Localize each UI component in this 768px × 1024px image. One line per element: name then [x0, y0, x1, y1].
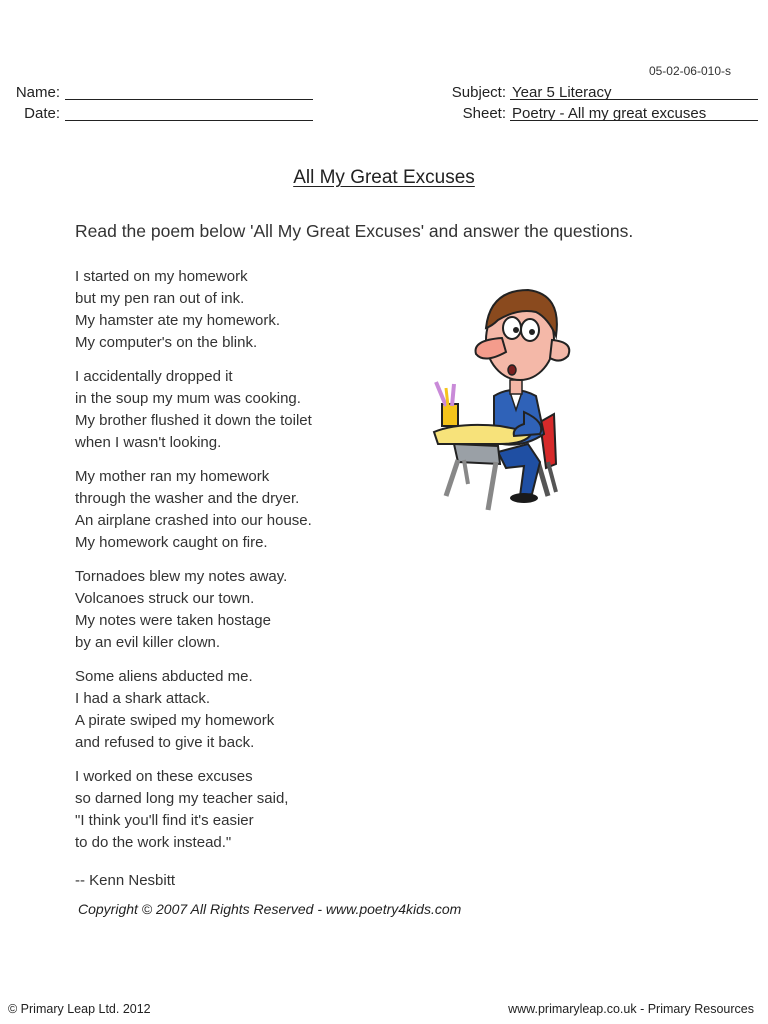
subject-underline	[510, 99, 758, 100]
poem-line: My notes were taken hostage	[75, 612, 271, 629]
date-field[interactable]	[65, 120, 313, 121]
stanza-4	[75, 566, 312, 654]
subject-label: Subject:	[451, 84, 506, 101]
poem-line: Volcanoes struck our town.	[75, 590, 255, 607]
poem-line: to do the work instead."	[75, 834, 232, 851]
sheet-code: 05-02-06-010-s	[648, 64, 731, 78]
page-title-text: All My Great Excuses	[293, 167, 475, 188]
poem-line: and refused to give it back.	[75, 734, 255, 751]
pencil-cup-icon	[436, 382, 458, 426]
stanza-5	[75, 666, 312, 754]
stanza-2	[75, 366, 312, 454]
date-label: Date:	[24, 105, 60, 122]
poem-line: Tornadoes blew my notes away.	[75, 568, 288, 585]
poem-line: when I wasn't looking.	[75, 434, 222, 451]
poem-line: An airplane crashed into our house.	[75, 512, 312, 529]
poem-line: in the soup my mum was cooking.	[75, 390, 301, 407]
poem-line: I worked on these excuses	[75, 768, 253, 785]
poem-line: I had a shark attack.	[75, 690, 211, 707]
poem-line: through the washer and the dryer.	[75, 490, 300, 507]
poem-line: Some aliens abducted me.	[75, 668, 253, 685]
name-field[interactable]	[65, 99, 313, 100]
instruction-text: Read the poem below 'All My Great Excuses' and answer the questions.	[75, 221, 634, 241]
poem-line: My homework caught on fire.	[75, 534, 268, 551]
poem-line: I started on my homework	[75, 268, 248, 285]
stanza-3	[75, 466, 312, 554]
copyright-notice: Copyright © 2007 All Rights Reserved - www.poetry4kids.com	[78, 901, 462, 917]
poem-line: by an evil killer clown.	[75, 634, 221, 651]
boy-at-desk-icon	[428, 284, 588, 516]
poem-line: so darned long my teacher said,	[75, 790, 289, 807]
poem-line: "I think you'll find it's easier	[75, 812, 254, 829]
footer-right: www.primaryleap.co.uk - Primary Resources	[508, 1002, 754, 1016]
sheet-value: Poetry - All my great excuses	[512, 105, 707, 122]
poem-line: A pirate swiped my homework	[75, 712, 275, 729]
page-title	[0, 167, 768, 189]
footer-left: © Primary Leap Ltd. 2012	[8, 1002, 151, 1016]
poem-author: -- Kenn Nesbitt	[75, 872, 176, 889]
sheet-underline	[510, 120, 758, 121]
poem-line: I accidentally dropped it	[75, 368, 233, 385]
poem-line: My hamster ate my homework.	[75, 312, 281, 329]
poem-line: My brother flushed it down the toilet	[75, 412, 312, 429]
poem-line: My mother ran my homework	[75, 468, 270, 485]
poem	[75, 266, 312, 866]
name-label: Name:	[15, 84, 60, 101]
poem-line: My computer's on the blink.	[75, 334, 258, 351]
stanza-6	[75, 766, 312, 854]
stanza-1	[75, 266, 312, 354]
poem-line: but my pen ran out of ink.	[75, 290, 245, 307]
subject-value: Year 5 Literacy	[512, 84, 612, 101]
sheet-label: Sheet:	[462, 105, 506, 122]
